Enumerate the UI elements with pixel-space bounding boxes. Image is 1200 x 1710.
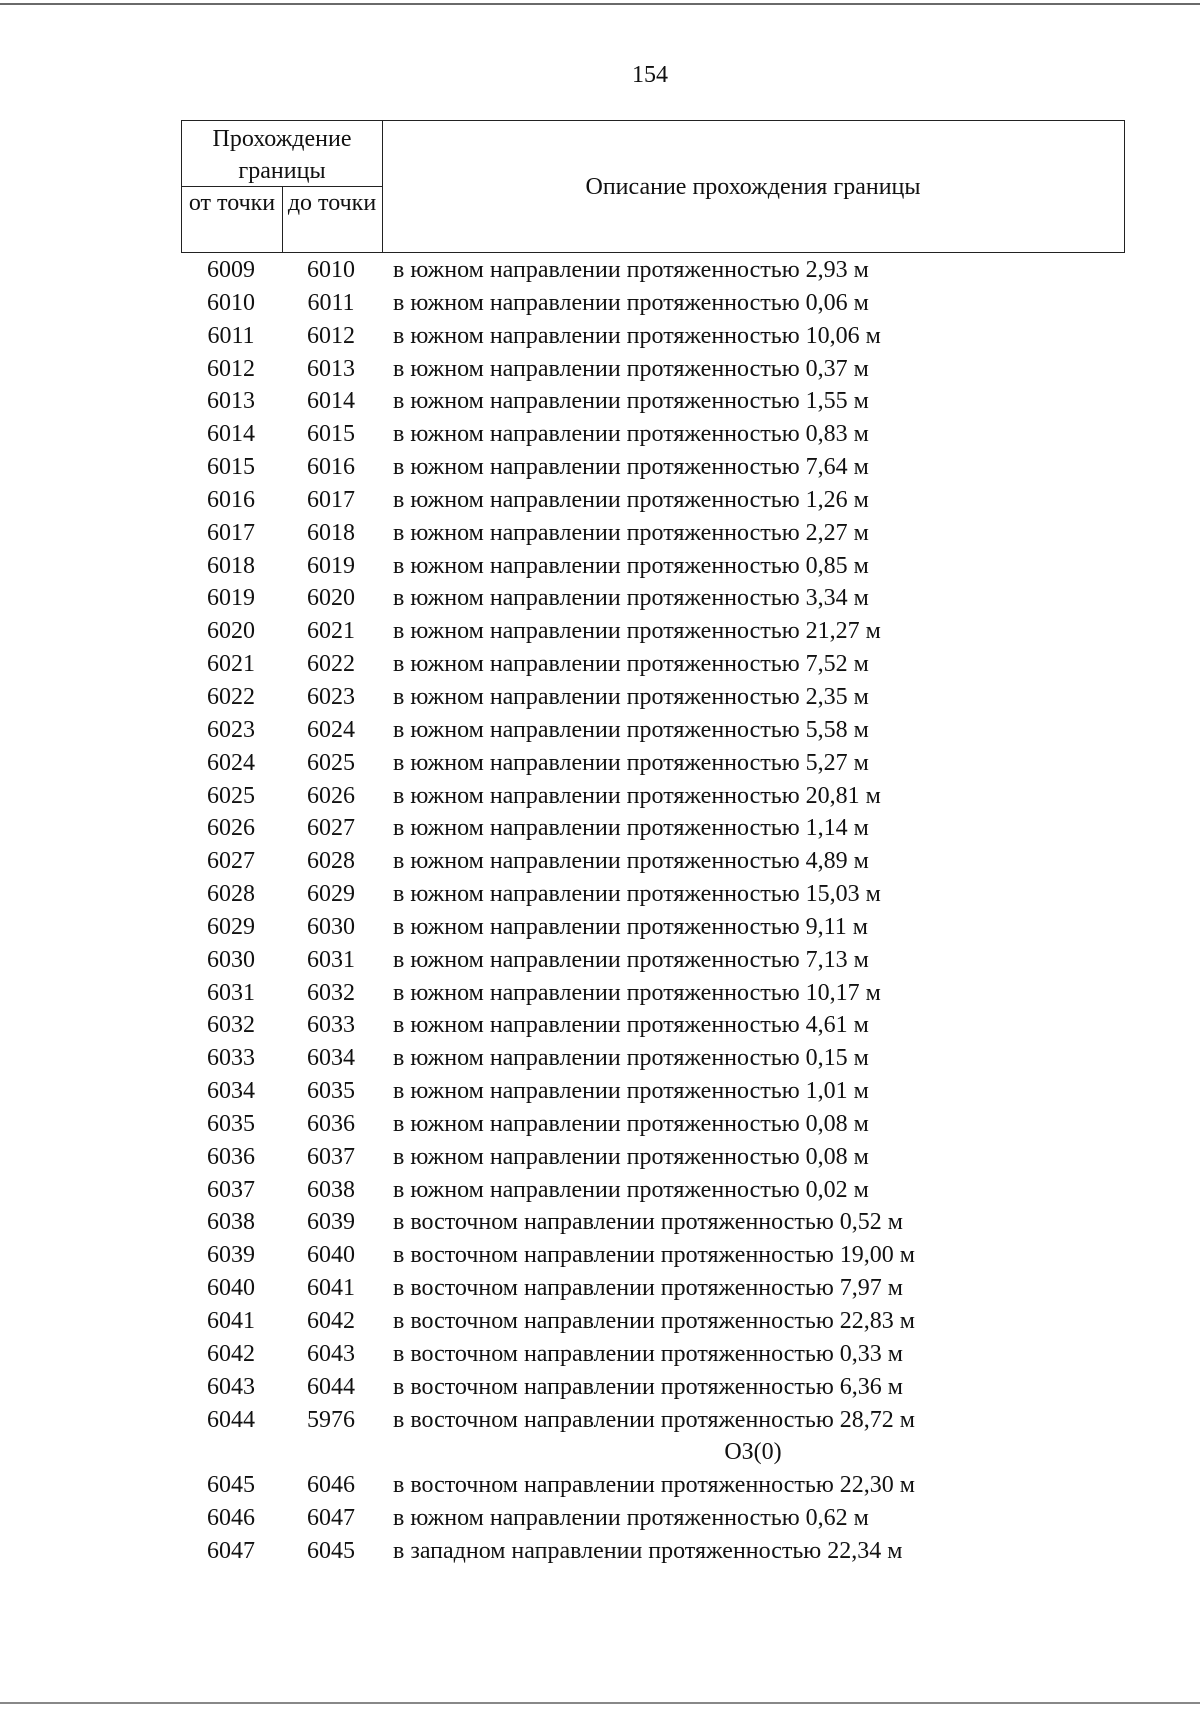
from-point-cell: 6030 xyxy=(207,946,255,973)
table-row xyxy=(181,615,1125,648)
to-point-cell: 6034 xyxy=(307,1045,355,1072)
from-point-cell: 6020 xyxy=(207,618,255,645)
to-point-cell: 6047 xyxy=(307,1505,355,1532)
description-cell: в южном направлении протяженностью 1,14 м xyxy=(393,815,869,842)
to-point-cell: 6025 xyxy=(307,749,355,776)
description-cell: в южном направлении протяженностью 15,03 м xyxy=(393,881,881,908)
to-point-cell: 6023 xyxy=(307,683,355,710)
header-to-point: до точки xyxy=(287,190,377,216)
description-cell: в южном направлении протяженностью 0,62 м xyxy=(393,1505,869,1532)
table-row xyxy=(181,977,1125,1010)
from-point-cell: 6034 xyxy=(207,1078,255,1105)
description-cell: в южном направлении протяженностью 7,64 м xyxy=(393,454,869,481)
description-cell: в южном направлении протяженностью 7,13 м xyxy=(393,946,869,973)
to-point-cell: 6012 xyxy=(307,322,355,349)
from-point-cell: 6022 xyxy=(207,683,255,710)
from-point-cell: 6035 xyxy=(207,1110,255,1137)
page-number: 154 xyxy=(632,62,668,88)
description-cell: в восточном направлении протяженностью 7,97 м xyxy=(393,1275,903,1302)
description-cell: в южном направлении протяженностью 2,93 м xyxy=(393,257,869,283)
to-point-cell: 6021 xyxy=(307,618,355,645)
from-point-cell: 6013 xyxy=(207,388,255,415)
from-point-cell: 6027 xyxy=(207,848,255,875)
to-point-cell: 6042 xyxy=(307,1308,355,1334)
table-row xyxy=(181,681,1125,714)
header-from-point: от точки xyxy=(188,190,276,216)
table-row xyxy=(181,1535,1125,1568)
table-row xyxy=(181,812,1125,845)
to-point-cell: 6043 xyxy=(307,1340,355,1367)
table-row xyxy=(181,944,1125,977)
to-point-cell: 6033 xyxy=(307,1012,355,1039)
from-point-cell: 6019 xyxy=(207,585,255,612)
from-point-cell: 6026 xyxy=(207,815,255,842)
description-cell: в южном направлении протяженностью 0,08 м xyxy=(393,1110,869,1137)
table-row xyxy=(181,1305,1125,1338)
from-point-cell: 6033 xyxy=(207,1045,255,1072)
table-row xyxy=(181,1075,1125,1108)
to-point-cell: 6026 xyxy=(307,782,355,809)
description-cell: в южном направлении протяженностью 20,81 м xyxy=(393,782,881,809)
from-point-cell: 6037 xyxy=(207,1176,255,1203)
table-row xyxy=(181,1141,1125,1174)
table-row xyxy=(181,845,1125,878)
table-row xyxy=(181,1371,1125,1404)
from-point-cell: 6016 xyxy=(207,486,255,513)
description-cell: в западном направлении протяженностью 22,34 м xyxy=(393,1537,903,1564)
description-cell: в южном направлении протяженностью 2,27 м xyxy=(393,519,869,546)
description-cell: в восточном направлении протяженностью 0,52 м xyxy=(393,1209,903,1236)
to-point-cell: 6046 xyxy=(307,1472,355,1499)
description-cell: в южном направлении протяженностью 1,26 м xyxy=(393,486,869,513)
to-point-cell: 6029 xyxy=(307,881,355,908)
table-row xyxy=(181,911,1125,944)
table-header xyxy=(181,120,1125,253)
to-point-cell: 6020 xyxy=(307,585,355,612)
from-point-cell: 6018 xyxy=(207,552,255,579)
table-row xyxy=(181,550,1125,583)
description-cell: в восточном направлении протяженностью 28,72 м xyxy=(393,1406,915,1433)
to-point-cell: 6028 xyxy=(307,848,355,875)
to-point-cell: 6041 xyxy=(307,1275,355,1302)
to-point-cell: 6039 xyxy=(307,1209,355,1236)
to-point-cell: 6016 xyxy=(307,454,355,481)
to-point-cell: 6032 xyxy=(307,979,355,1006)
to-point-cell: 6037 xyxy=(307,1143,355,1170)
table-body xyxy=(181,254,1125,1568)
description-cell: в южном направлении протяженностью 10,06 м xyxy=(393,322,881,349)
from-point-cell: 6043 xyxy=(207,1373,255,1400)
table-row xyxy=(181,1338,1125,1371)
from-point-cell: 6039 xyxy=(207,1242,255,1269)
table-row xyxy=(181,287,1125,320)
from-point-cell: 6028 xyxy=(207,881,255,908)
table-row xyxy=(181,878,1125,911)
from-point-cell: 6040 xyxy=(207,1275,255,1302)
header-boundary-passage: Прохождение границы xyxy=(212,126,352,184)
from-point-cell: 6044 xyxy=(207,1406,255,1433)
table-row xyxy=(181,254,1125,287)
from-point-cell: 6046 xyxy=(207,1505,255,1532)
description-cell: в южном направлении протяженностью 9,11 м xyxy=(393,913,868,940)
description-cell: в южном направлении протяженностью 0,08 м xyxy=(393,1143,869,1170)
table-row xyxy=(181,1108,1125,1141)
table-row xyxy=(181,1469,1125,1502)
from-point-cell: 6036 xyxy=(207,1143,255,1170)
description-cell: в южном направлении протяженностью 3,34 м xyxy=(393,585,869,612)
to-point-cell: 6038 xyxy=(307,1176,355,1203)
from-point-cell: 6029 xyxy=(207,913,255,940)
description-cell: в южном направлении протяженностью 4,61 м xyxy=(393,1012,869,1039)
description-cell: в южном направлении протяженностью 21,27 м xyxy=(393,618,881,645)
table-row xyxy=(181,780,1125,813)
description-cell: в восточном направлении протяженностью 19,00 м xyxy=(393,1242,915,1269)
section-subheading: ОЗ(0) xyxy=(724,1439,782,1466)
description-cell: в восточном направлении протяженностью 22,30 м xyxy=(393,1472,915,1499)
page-top-border xyxy=(0,3,1200,5)
from-point-cell: 6021 xyxy=(207,651,255,678)
description-cell: в южном направлении протяженностью 7,52 м xyxy=(393,651,869,678)
to-point-cell: 6035 xyxy=(307,1078,355,1105)
to-point-cell: 6019 xyxy=(307,552,355,579)
page-bottom-border xyxy=(0,1702,1200,1704)
description-cell: в южном направлении протяженностью 5,27 м xyxy=(393,749,869,776)
table-row xyxy=(181,1404,1125,1437)
from-point-cell: 6015 xyxy=(207,454,255,481)
from-point-cell: 6032 xyxy=(207,1012,255,1039)
from-point-cell: 6014 xyxy=(207,421,255,448)
to-point-cell: 6031 xyxy=(307,946,355,973)
to-point-cell: 6013 xyxy=(307,355,355,382)
to-point-cell: 6011 xyxy=(307,289,355,316)
to-point-cell: 6027 xyxy=(307,815,355,842)
description-cell: в южном направлении протяженностью 4,89 м xyxy=(393,848,869,875)
description-cell: в южном направлении протяженностью 0,15 м xyxy=(393,1045,869,1072)
to-point-cell: 6018 xyxy=(307,519,355,546)
table-row xyxy=(181,582,1125,615)
description-cell: в южном направлении протяженностью 0,06 м xyxy=(393,289,869,316)
to-point-cell: 6044 xyxy=(307,1373,355,1400)
table-row xyxy=(181,648,1125,681)
from-point-cell: 6012 xyxy=(207,355,255,382)
table-row xyxy=(181,1042,1125,1075)
table-row xyxy=(181,451,1125,484)
table-row xyxy=(181,320,1125,353)
header-description: Описание прохождения границы xyxy=(585,173,921,200)
from-point-cell: 6009 xyxy=(207,257,255,283)
from-point-cell: 6031 xyxy=(207,979,255,1006)
to-point-cell: 6040 xyxy=(307,1242,355,1269)
description-cell: в восточном направлении протяженностью 0,33 м xyxy=(393,1340,903,1367)
description-cell: в южном направлении протяженностью 5,58 м xyxy=(393,716,869,743)
description-cell: в южном направлении протяженностью 1,01 м xyxy=(393,1078,869,1105)
table-row xyxy=(181,1272,1125,1305)
description-cell: в южном направлении протяженностью 2,35 м xyxy=(393,683,869,710)
to-point-cell: 5976 xyxy=(307,1406,355,1433)
description-cell: в южном направлении протяженностью 1,55 м xyxy=(393,388,869,415)
table-row xyxy=(181,1174,1125,1207)
to-point-cell: 6015 xyxy=(307,421,355,448)
to-point-cell: 6014 xyxy=(307,388,355,415)
from-point-cell: 6011 xyxy=(207,322,255,349)
from-point-cell: 6010 xyxy=(207,289,255,316)
from-point-cell: 6024 xyxy=(207,749,255,776)
from-point-cell: 6041 xyxy=(207,1308,255,1334)
table-row xyxy=(181,1239,1125,1272)
from-point-cell: 6042 xyxy=(207,1340,255,1367)
table-row xyxy=(181,353,1125,386)
description-cell: в южном направлении протяженностью 0,83 м xyxy=(393,421,869,448)
description-cell: в южном направлении протяженностью 0,37 м xyxy=(393,355,869,382)
description-cell: в восточном направлении протяженностью 22,83 м xyxy=(393,1308,915,1334)
table-row xyxy=(181,418,1125,451)
description-cell: в восточном направлении протяженностью 6,36 м xyxy=(393,1373,903,1400)
description-cell: в южном направлении протяженностью 10,17 м xyxy=(393,979,881,1006)
table-row xyxy=(181,385,1125,418)
table-row xyxy=(181,714,1125,747)
table-row xyxy=(181,1502,1125,1535)
to-point-cell: 6045 xyxy=(307,1537,355,1564)
to-point-cell: 6022 xyxy=(307,651,355,678)
to-point-cell: 6010 xyxy=(307,257,355,283)
from-point-cell: 6025 xyxy=(207,782,255,809)
description-cell: в южном направлении протяженностью 0,85 м xyxy=(393,552,869,579)
table-row xyxy=(181,747,1125,780)
to-point-cell: 6036 xyxy=(307,1110,355,1137)
from-point-cell: 6045 xyxy=(207,1472,255,1499)
table-row xyxy=(181,517,1125,550)
to-point-cell: 6017 xyxy=(307,486,355,513)
table-row xyxy=(181,1009,1125,1042)
table-row xyxy=(181,484,1125,517)
from-point-cell: 6017 xyxy=(207,519,255,546)
table-row xyxy=(181,1206,1125,1239)
from-point-cell: 6038 xyxy=(207,1209,255,1236)
from-point-cell: 6023 xyxy=(207,716,255,743)
from-point-cell: 6047 xyxy=(207,1537,255,1564)
to-point-cell: 6030 xyxy=(307,913,355,940)
to-point-cell: 6024 xyxy=(307,716,355,743)
description-cell: в южном направлении протяженностью 0,02 м xyxy=(393,1176,869,1203)
